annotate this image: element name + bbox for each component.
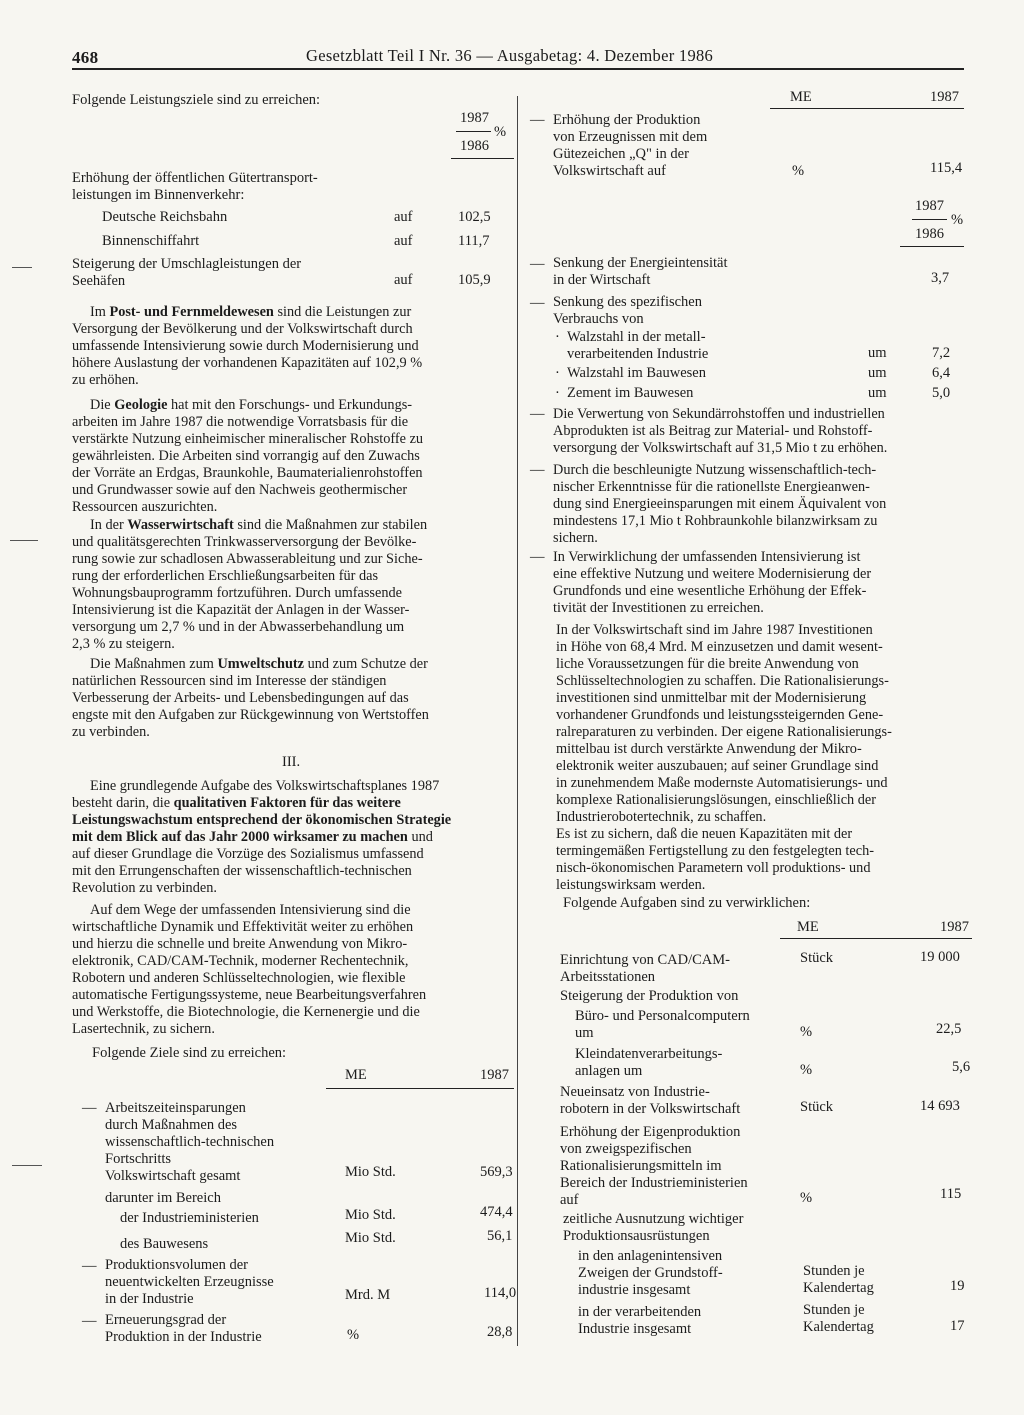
aufgabe-paragraph: Eine grundlegende Aufgabe des Volkswirtschaftsplanes 1987 besteht darin, die qualitativen Faktoren für das weitere Leistungswachstum entsprechend der ökonomischen Strategie mit dem Blick auf das Jahr 2000 wirksamer zu machen und auf dieser Grundlage die Vorzüge des Sozialismus umfassend mit den Errungenschaften der wissenschaftlich-technischen Revolution zu verbinden. <box>72 778 452 896</box>
fraction-unit: % <box>494 124 507 140</box>
row-value: 102,5 <box>458 209 491 225</box>
arbeitszeit-label: Arbeitszeiteinsparungen durch Maßnahmen des wissenschaftlich-technischen Fortschritts <box>105 1100 275 1167</box>
margin-mark <box>10 540 38 541</box>
geologie-paragraph: Die Geologie hat mit den Forschungs- und Erkundungs- arbeiten im Jahre 1987 die notwendige Vorratsbasis für die verstärkte Nutzung einheimischer mineralischer Rohstoffe zu gewährleisten. Die Arbeiten sind vorrangig auf den Zuwachs der Vorräte an Erdgas, Braunkohle, Baumaterialienrohstoffen und Grundwasser sowie auf den Nachweis geothermischer Ressourcen auszurichten. <box>72 397 424 515</box>
spez-label: Senkung des spezifischen Verbrauchs von <box>553 294 702 327</box>
aufgaben-intro: Folgende Aufgaben sind zu verwirklichen: <box>563 895 811 911</box>
row-label: des Bauwesens <box>120 1236 209 1252</box>
anlagen-value: 19 <box>950 1278 965 1294</box>
row-unit: Mio Std. <box>345 1230 396 1246</box>
bullet-dash: — <box>530 112 545 128</box>
row-label: darunter im Bereich <box>105 1190 221 1206</box>
wege-paragraph: Auf dem Wege der umfassenden Intensivierung sind die wirtschaftliche Dynamik und Effektivität weiter zu erhöhen und hierzu die schnelle und breite Anwendung von Mikro- elektronik, CAD/CAM-Technik, moderner Rechentechnik, Robotern und anderen Schlüsseltechnologien, wie flexible automatische Fertigungssysteme, neue Bearbeitungsverfahren und Werkstoffe, die Biotechnologie, die Kernenergie und die Lasertechnik, zu sichern. <box>72 902 427 1037</box>
wasser-paragraph: In der Wasserwirtschaft sind die Maßnahmen zur stabilen und qualitätsgerechten Trinkwasserversorgung der Bevölke- rung sowie zur schadlosen Abwasserableitung und zur Siche- rung der erforderlichen Erschließungsarbeiten für das Wohnungsbauprogramm fortzuführen. Durch umfassende Intensivierung ist die Kapazität der Anlagen in der Wasser- versorgung um 2,7 % und in der Abwasserbehandlung um 2,3 % zu steigern. <box>72 517 428 652</box>
bullet-dot: · <box>555 385 560 401</box>
fraction-bar <box>456 131 491 132</box>
erneuerungsgrad-value: 28,8 <box>487 1324 513 1340</box>
erneuerungsgrad-label: Erneuerungsgrad der Produktion in der Industrie <box>105 1312 262 1345</box>
buero-value: 22,5 <box>936 1021 962 1037</box>
spez-row-value: 5,0 <box>932 385 951 401</box>
klein-value: 5,6 <box>952 1059 971 1075</box>
robo-value: 14 693 <box>920 1098 960 1114</box>
bullet-dash: — <box>530 462 545 478</box>
row-value: 474,4 <box>480 1204 513 1220</box>
q-unit: % <box>792 163 805 179</box>
spez-row-unit: um <box>868 385 887 401</box>
bullet-dot: · <box>555 329 560 345</box>
verarbeitend-unit: Stunden je Kalendertag <box>803 1302 874 1335</box>
leistungsziele-intro: Folgende Leistungsziele sind zu erreichen: <box>72 92 321 108</box>
aufgaben-col-me: ME <box>797 919 819 935</box>
verarbeitend-label: in der verarbeitenden Industrie insgesamt <box>578 1304 702 1337</box>
bullet-dash: — <box>530 295 545 311</box>
row-value: 111,7 <box>458 233 490 249</box>
fraction-underline <box>451 158 514 159</box>
produktionsvolumen-value: 114,0 <box>484 1285 517 1301</box>
bullet-dot: · <box>555 365 560 381</box>
post-paragraph: Im Post- und Fernmeldewesen sind die Leistungen zur Versorgung der Bevölkerung und der Volkswirtschaft durch umfassende Intensivierung sowie durch Modernisierung und höhere Auslastung der vorhandenen Kapazitäten auf 102,9 % zu erhöhen. <box>72 304 423 388</box>
energie-label: Senkung der Energieintensität in der Wirtschaft <box>553 255 728 288</box>
anlagen-unit: Stunden je Kalendertag <box>803 1263 874 1296</box>
fraction-numerator: 1987 <box>915 198 944 214</box>
energie-value: 3,7 <box>931 270 950 286</box>
spez-row-value: 7,2 <box>932 345 951 361</box>
klein-unit: % <box>800 1062 813 1078</box>
row-label: Deutsche Reichsbahn <box>102 209 228 225</box>
aufgaben-header-rule <box>780 938 972 939</box>
umwelt-paragraph: Die Maßnahmen zum Umweltschutz und zum Schutze der natürlichen Ressourcen sind im Interesse der ständigen Verbesserung der Arbeits- und Lebensbedingungen auf das engste mit den Aufgaben zur Rückgewinnung von Wertstoffen zu verbinden. <box>72 656 429 740</box>
bullet-dash: — <box>82 1100 97 1116</box>
fraction-denominator: 1986 <box>915 226 944 242</box>
q-label: Erhöhung der Produktion von Erzeugnissen mit dem Gütezeichen „Q" in der Volkswirtschaft auf <box>553 112 708 179</box>
row-label: der Industrieministerien <box>120 1210 259 1226</box>
verarbeitend-value: 17 <box>950 1318 965 1334</box>
row-label: Volkswirtschaft gesamt <box>105 1168 241 1184</box>
section-heading: III. <box>282 754 301 770</box>
right-header-rule <box>770 108 964 109</box>
eigen-label: Erhöhung der Eigenproduktion von zweigspezifischen Rationalisierungsmitteln im Bereich der Industrieministerien auf <box>560 1124 748 1208</box>
fraction-underline <box>900 246 964 247</box>
ziele-col-me: ME <box>345 1067 367 1083</box>
bullet-dash: — <box>530 256 545 272</box>
bullet-dash: — <box>82 1258 97 1274</box>
steigerung-label: Steigerung der Produktion von <box>560 988 739 1004</box>
ziele-header-rule <box>326 1088 514 1089</box>
row-value: 569,3 <box>480 1164 513 1180</box>
eigen-value: 115 <box>940 1186 962 1202</box>
header-rule <box>72 68 964 70</box>
spez-row-unit: um <box>868 365 887 381</box>
fraction-bar <box>912 219 947 220</box>
row-unit: Mio Std. <box>345 1164 396 1180</box>
klein-label: Kleindatenverarbeitungs- anlagen um <box>575 1046 723 1079</box>
ziele-intro: Folgende Ziele sind zu erreichen: <box>92 1045 287 1061</box>
row-unit: Mio Std. <box>345 1207 396 1223</box>
bullet-dash: — <box>530 406 545 422</box>
right-col-year: 1987 <box>930 89 959 105</box>
spez-row-label: Walzstahl in der metall- verarbeitenden Industrie <box>567 329 709 362</box>
column-divider <box>517 96 518 1346</box>
fraction-unit: % <box>951 212 964 228</box>
sekundaer-paragraph: Die Verwertung von Sekundärrohstoffen und industriellen Abprodukten ist als Beitrag zur Material- und Rohstoff- versorgung der Volkswirtschaft auf 31,5 Mio t zu erhöhen. <box>553 406 888 456</box>
page-number: 468 <box>72 48 99 67</box>
cad-value: 19 000 <box>920 949 960 965</box>
fraction-numerator: 1987 <box>460 110 489 126</box>
buero-label: Büro- und Personalcomputern um <box>575 1008 750 1041</box>
spez-row-unit: um <box>868 345 887 361</box>
produktionsvolumen-label: Produktionsvolumen der neuentwickelten Erzeugnisse in der Industrie <box>105 1257 274 1307</box>
margin-mark <box>12 1165 42 1166</box>
page-header-title: Gesetzblatt Teil I Nr. 36 — Ausgabetag: 4. Dezember 1986 <box>306 46 714 65</box>
margin-mark <box>12 267 32 268</box>
ziele-col-year: 1987 <box>480 1067 509 1083</box>
spez-row-value: 6,4 <box>932 365 951 381</box>
right-col-me: ME <box>790 89 812 105</box>
bullet-dash: — <box>82 1313 97 1329</box>
produktionsvolumen-unit: Mrd. M <box>345 1287 391 1303</box>
umschlag-auf: auf <box>394 272 413 288</box>
umschlag-label: Steigerung der Umschlagleistungen der Seehäfen <box>72 256 302 289</box>
row-label: Binnenschiffahrt <box>102 233 200 249</box>
spez-row-label: Zement im Bauwesen <box>567 385 694 401</box>
erneuerungsgrad-unit: % <box>347 1327 360 1343</box>
cad-label: Einrichtung von CAD/CAM- Arbeitsstationen <box>560 952 730 985</box>
eigen-unit: % <box>800 1190 813 1206</box>
verwirklichung-paragraph: In Verwirklichung der umfassenden Intensivierung ist eine effektive Nutzung und weitere Modernisierung der Grundfonds und eine wesentliche Erhöhung der Effek- tivität der Investitionen zu erreichen. <box>553 549 872 616</box>
robo-unit: Stück <box>800 1099 834 1115</box>
aufgaben-col-year: 1987 <box>940 919 969 935</box>
buero-unit: % <box>800 1024 813 1040</box>
row-auf: auf <box>394 209 413 225</box>
robo-label: Neueinsatz von Industrie- robotern in der Volkswirtschaft <box>560 1084 741 1117</box>
spez-row-label: Walzstahl im Bauwesen <box>567 365 706 381</box>
fraction-denominator: 1986 <box>460 138 489 154</box>
cad-unit: Stück <box>800 950 834 966</box>
anlagen-label: in den anlagenintensiven Zweigen der Grundstoff- industrie insgesamt <box>578 1248 723 1298</box>
zeit-label: zeitliche Ausnutzung wichtiger Produktionsausrüstungen <box>563 1211 744 1244</box>
row-auf: auf <box>394 233 413 249</box>
gueter-heading: Erhöhung der öffentlichen Gütertransport- leistungen im Binnenverkehr: <box>72 170 318 203</box>
row-value: 56,1 <box>487 1228 513 1244</box>
umschlag-value: 105,9 <box>458 272 491 288</box>
durch-paragraph: Durch die beschleunigte Nutzung wissenschaftlich-tech- nischer Erkenntnisse für die rationellste Energieanwen- dung sind Energieeinsparungen mit einem Äquivalent von mindestens 17,1 Mio t Rohbraunkohle bilanzwirksam zu sichern. <box>553 462 887 546</box>
investitionen-paragraph: In der Volkswirtschaft sind im Jahre 1987 Investitionen in Höhe von 68,4 Mrd. M einzusetzen und damit wesent- liche Voraussetzungen für die breite Anwendung von Schlüsseltechnologien zu schaffen. Die Rationalisierungs- investitionen sind unmittelbar mit der Modernisierung vorhandener Grundfonds und leistungssteigernden Gene- ralreparaturen zu verbinden. Der eigene Rationalisierungs- mittelbau ist durch verstärkte Anwendung der Mikro- elektronik weiter auszubauen; auf seiner Grundlage sind in zunehmendem Maße modernste Automatisierungs- und komplexe Rationalisierungslösungen, einschließlich der Industrierobotertechnik, zu schaffen. Es ist zu sichern, daß die neuen Kapazitäten mit der termingemäßen Fertigstellung zu den festgelegten tech- nisch-ökonomischen Parametern voll produktions- und leistungswirksam werden. <box>556 622 892 893</box>
q-value: 115,4 <box>930 160 963 176</box>
bullet-dash: — <box>530 549 545 565</box>
